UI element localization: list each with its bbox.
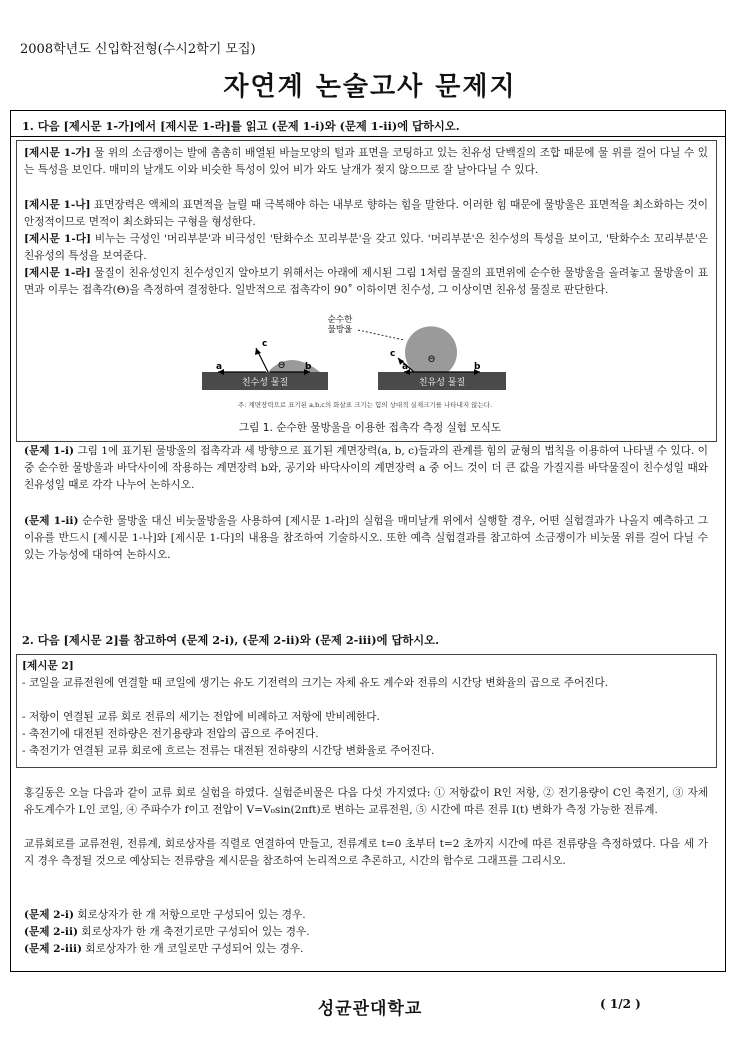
passage-2-label: [제시문 2] [22,660,74,672]
substrate-label-right: 친유성 물질 [418,378,466,388]
passage-1-ga [24,145,708,179]
droplet-pointer [358,330,404,340]
figure-caption: 그림 1. 순수한 물방울을 이용한 접촉각 측정 실험 모식도 [238,422,502,434]
flat-droplet [268,360,320,372]
passage-1-ra [24,265,708,299]
problem-text: 회로상자가 한 개 코일로만 구성되어 있는 경우. [82,943,304,955]
q2-body-paragraph-2: 교류회로를 교류전원, 전류계, 회로상자를 직렬로 연결하여 만들고, 전류계로 t=0 초부터 t=2 초까지 시간에 따른 전류량을 측정하였다. 다음 세 가지 경우 측정될 것으로 예상되는 전류량을 제시문을 참조하여 논리적으로 추론하고, 시간의 함수로 그래프를 그리시오. [24,838,708,867]
passage-text: 표면장력은 액체의 표면적을 늘릴 때 극복해야 하는 내부로 향하는 힘을 말한다. 이러한 힘 때문에 물방울은 표면적을 최소화하는 것이 안정적이므로 면적이 최소화되는 구형을 형성한다. [24,199,708,228]
page-title: 자연계 논술고사 문제지 [223,72,517,102]
droplet-label-line: 순수한 [327,315,353,325]
passage-label: [제시문 1-라] [24,267,91,279]
label-c: c [262,339,268,349]
passage-label: [제시문 1-나] [24,199,91,211]
problem-label: (문제 1-i) [24,445,75,457]
problem-2-i [24,907,708,924]
university-name: 성균관대학교 [317,999,423,1019]
passage-2-item: - 축전기가 연결된 교류 회로에 흐르는 전류는 대전된 전하량의 시간당 변화율로 주어진다. [22,745,435,757]
label-b: b [474,362,481,372]
label-b: b [305,362,312,372]
passage-1-na [24,197,708,231]
question-2-heading: 2. 다음 [제시문 2]를 참고하여 (문제 2-i), (문제 2-ii)와 (문제 2-iii)에 답하시오. [22,633,440,647]
passage-1-da [24,231,708,265]
passage-2-item: - 코일을 교류전원에 연결할 때 코일에 생기는 유도 기전력의 크기는 자체 유도 계수와 전류의 시간당 변화율의 곱으로 주어진다. [22,677,609,689]
round-droplet [405,326,457,372]
exam-header-line: 2008학년도 신입학전형(수시2학기 모집) [20,42,256,57]
passage-text: 비누는 극성인 '머리부분'과 비극성인 '탄화수소 꼬리부분'을 갖고 있다. '머리부분'은 친수성의 특성을 보이고, '탄화수소 꼬리부분'은 친유성의 특성을 보여준다. [24,233,708,262]
problem-label: (문제 2-i) [24,909,74,921]
passage-text: 물질이 친유성인지 친수성인지 알아보기 위해서는 아래에 제시된 그림 1처럼 물질의 표면위에 순수한 물방울을 올려놓고 물방울이 표면과 이루는 접촉각(Θ)을 측정하여 결정한다. 일반적으로 접촉각이 90˚ 이하이면 친수성, 그 이상이면 친유성 물질로 판단한다. [24,267,708,296]
arrow-head [255,348,261,355]
label-theta: Θ [278,361,286,371]
problem-label: (문제 1-ii) [24,515,79,527]
problem-label: (문제 2-ii) [24,926,78,938]
label-c: c [390,349,396,359]
passage-label: [제시문 1-가] [24,147,91,159]
figure-note: 주: 계면장력으로 표기된 a,b,c의 화살표 크기는 힘의 상대적 실제크기를 나타내지 않는다. [237,401,493,409]
problem-text: 순수한 물방울 대신 비눗물방울을 사용하여 [제시문 1-라]의 실험을 매미날개 위에서 실행할 경우, 어떤 실험결과가 나올지 예측하고 그 이유를 반드시 [제시문 1-나]와 [제시문 1-다]의 내용을 참조하여 기술하시오. 또한 예측 실험결과를 참고하여 소금쟁이가 비눗물 위를 걸어 다닐 수 있는 가능성에 대하여 논하시오. [24,515,708,561]
problem-1-i [24,443,708,494]
problem-label: (문제 2-iii) [24,943,83,955]
question-1-heading: 1. 다음 [제시문 1-가]에서 [제시문 1-라]를 읽고 (문제 1-i)와 (문제 1-ii)에 답하시오. [22,119,460,133]
passage-2-item: - 저항이 연결된 교류 회로 전류의 세기는 전압에 비례하고 저항에 반비례한다. [22,711,380,723]
problem-2-ii [24,924,708,941]
passage-label: [제시문 1-다] [24,233,91,245]
droplet-label [328,314,353,335]
substrate-label-left: 친수성 물질 [241,378,289,388]
problem-1-ii [24,513,708,564]
question-1-divider [10,136,726,137]
label-a: a [216,362,223,372]
page-number: ( 1/2 ) [600,997,641,1011]
q2-body-paragraph-1: 홍길동은 오늘 다음과 같이 교류 회로 실험을 하였다. 실험준비물은 다음 다섯 가지였다: ① 저항값이 R인 저항, ② 전기용량이 C인 축전기, ③ 자체유도계수가 L인 코일, ④ 주파수가 f이고 전압이 V=V₀sin(2πft)로 변하는 교류전원, ⑤ 시간에 따른 전류 I(t) 변화가 측정 가능한 전류계. [24,787,708,816]
passage-2-item: - 축전기에 대전된 전하량은 전기용량과 전압의 곱으로 주어진다. [22,728,319,740]
problem-text: 회로상자가 한 개 저항으로만 구성되어 있는 경우. [73,909,306,921]
problem-text: 회로상자가 한 개 축전기로만 구성되어 있는 경우. [78,926,310,938]
droplet-label-line: 물방울 [327,325,353,335]
problem-text: 그림 1에 표기된 물방울의 접촉각과 세 방향으로 표기된 계면장력(a, b, c)들과의 관계를 힘의 균형의 법칙을 이용하여 나타낼 수 있다. 이 중 순수한 물방울과 바닥사이에 작용하는 계면장력 b와, 공기와 바닥사이의 계면장력 a 중 어느 것이 더 큰 값을 가질지를 바닥물질이 친수성일 때와 친유성일 때로 각각 나누어 논하시오. [24,445,708,491]
problem-2-iii [24,941,708,958]
label-a: a [402,362,409,372]
label-theta: Θ [428,355,436,365]
passage-text: 물 위의 소금쟁이는 발에 촘촘히 배열된 바늘모양의 털과 표면을 코팅하고 있는 친유성 단백질의 조합 때문에 물 위를 걸어 다닐 수 있는 특성을 보인다. 매미의 날개도 이와 비슷한 특성이 있어 비가 와도 날개가 젖지 않으므로 잘 날아다닐 수 있다. [24,147,708,176]
